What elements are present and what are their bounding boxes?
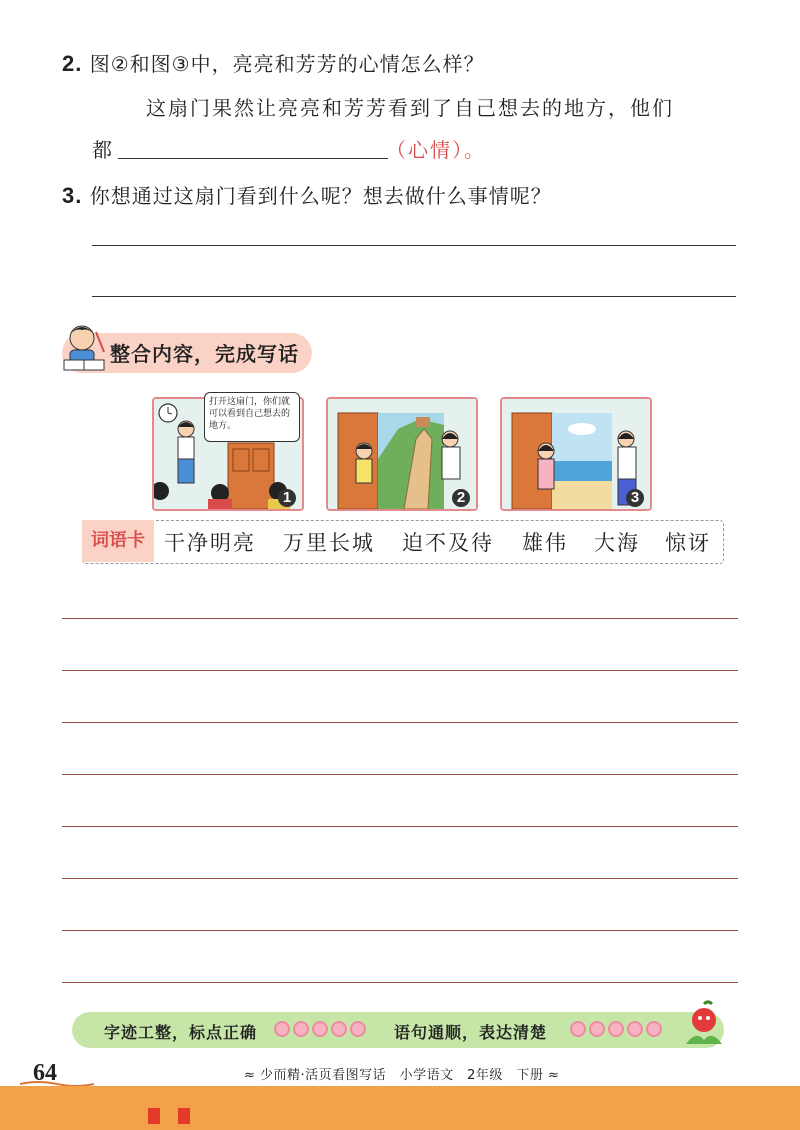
rating-flower-icon[interactable] [274, 1021, 290, 1037]
writing-line[interactable] [62, 878, 738, 879]
corner-tab [148, 1108, 160, 1124]
question-2-hint: （心情）。 [386, 138, 486, 162]
rating-flower-icon[interactable] [589, 1021, 605, 1037]
writing-line[interactable] [62, 774, 738, 775]
rating-flower-icon[interactable] [312, 1021, 328, 1037]
writing-line[interactable] [62, 722, 738, 723]
word-card-word: 雄伟 [522, 531, 568, 555]
page-number: 64 [33, 1060, 57, 1086]
panel-3-number: 3 [626, 489, 644, 507]
writing-line[interactable] [62, 618, 738, 619]
writing-line[interactable] [62, 670, 738, 671]
question-3-text: 你想通过这扇门看到什么呢？想去做什么事情呢？ [89, 184, 552, 208]
writing-line[interactable] [62, 930, 738, 931]
apple-mascot-icon [682, 1000, 726, 1048]
rating-flower-icon[interactable] [570, 1021, 586, 1037]
evaluation-criterion-2: 语句通顺，表达清楚 [394, 1023, 548, 1042]
book-info: ≈ 少而精·活页看图写话 小学语文 2年级 下册 ≈ [244, 1068, 560, 1083]
question-3-number: 3. [62, 183, 83, 208]
section-title: 整合内容，完成写话 [110, 342, 299, 366]
word-card-word: 大海 [594, 531, 640, 555]
comic-panel-2 [326, 397, 478, 511]
question-2-prefix: 都 [92, 138, 114, 162]
rating-flower-icon[interactable] [350, 1021, 366, 1037]
word-card-word: 万里长城 [283, 531, 375, 555]
word-card-word: 惊讶 [665, 531, 711, 555]
question-3-answer-line-2[interactable] [92, 296, 736, 297]
rating-flower-icon[interactable] [293, 1021, 309, 1037]
writing-line[interactable] [62, 982, 738, 983]
panel-1-number: 1 [278, 489, 296, 507]
rating-flower-icon[interactable] [646, 1021, 662, 1037]
question-2-answer-line[interactable] [118, 158, 388, 159]
question-2-sentence: 这扇门果然让亮亮和芳芳看到了自己想去的地方，他们 [146, 96, 674, 120]
question-3-answer-line-1[interactable] [92, 245, 736, 246]
comic-panel-3 [500, 397, 652, 511]
question-3 [62, 180, 552, 209]
word-card-label: 词语卡 [82, 520, 154, 562]
question-2-number: 2. [62, 51, 83, 76]
panel-2-number: 2 [452, 489, 470, 507]
word-card-word: 干净明亮 [164, 531, 256, 555]
corner-tab [178, 1108, 190, 1124]
rating-flower-icon[interactable] [627, 1021, 643, 1037]
bottom-band [0, 1086, 800, 1130]
evaluation-criterion-1: 字迹工整，标点正确 [104, 1023, 258, 1042]
writing-line[interactable] [62, 826, 738, 827]
word-card-word: 迫不及待 [402, 531, 494, 555]
reading-child-icon [60, 322, 108, 374]
question-2 [62, 48, 485, 77]
rating-flower-icon[interactable] [608, 1021, 624, 1037]
question-2-text: 图②和图③中，亮亮和芳芳的心情怎么样？ [89, 52, 485, 76]
rating-flower-icon[interactable] [331, 1021, 347, 1037]
speech-bubble: 打开这扇门，你们就可以看到自己想去的地方。 [204, 392, 300, 442]
